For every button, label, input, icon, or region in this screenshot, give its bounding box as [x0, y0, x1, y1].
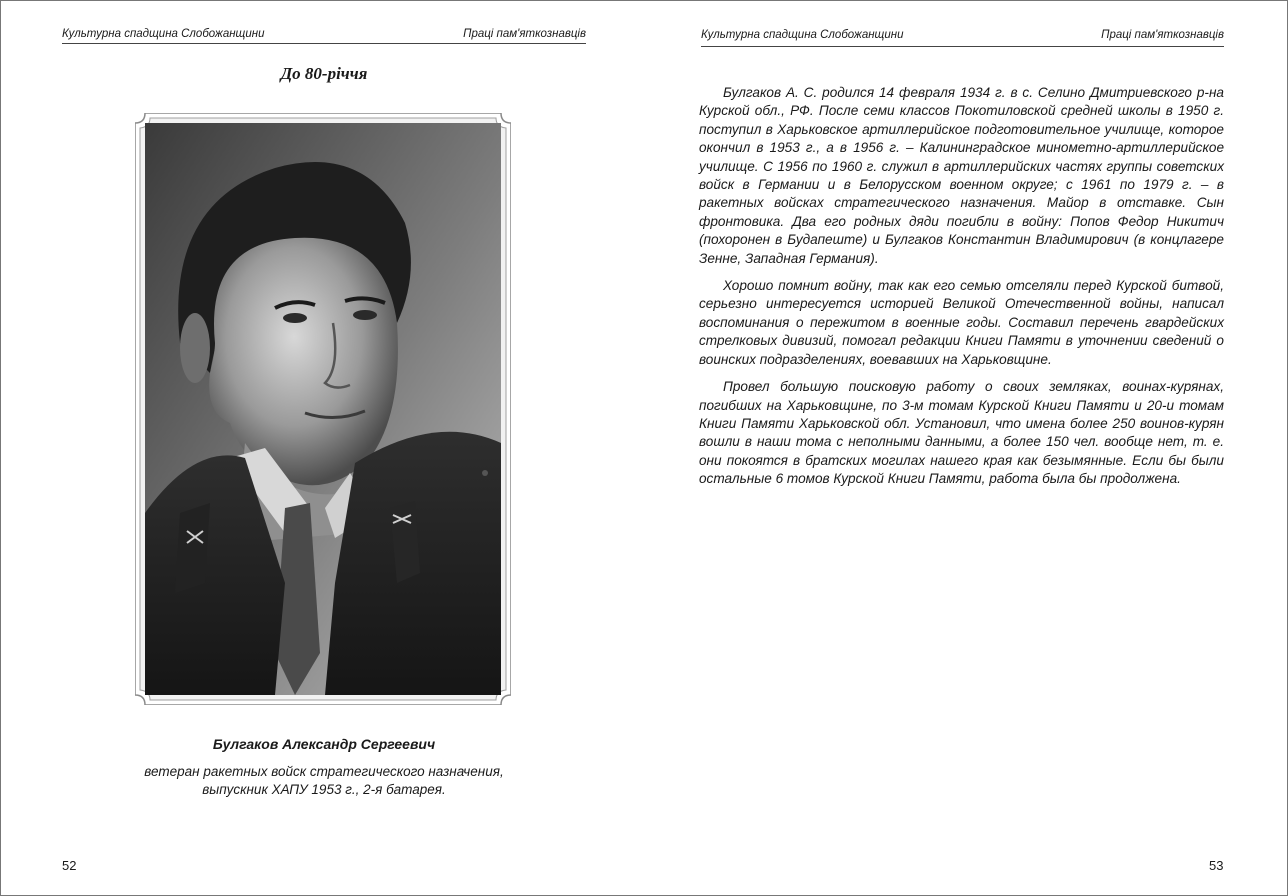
- left-page-header: [62, 27, 586, 44]
- header-left-text: Культурна спадщина Слобожанщини: [62, 28, 265, 40]
- caption-line: ветеран ракетных войск стратегического назначения,: [144, 764, 504, 779]
- section-title: До 80-річчя: [280, 64, 368, 83]
- portrait-photo: [135, 113, 511, 705]
- header-right-text: Праці пам'яткознавців: [463, 28, 586, 40]
- biography-text: [699, 84, 1224, 498]
- paragraph: Провел большую поисковую работу о своих земляках, воинах-курянах, погибших на Харьковщине, по 3-м томам Курской Книги Памяти и 20-и томам Книги Памяти Харьковской обл. Установил, что имена более 250 воинов-курян вошли в наши тома с неполными данными, а более 150 чел. вообще нет, т. е. они покоятся в братских могилах нашего края как безымянные. Если бы были остальные 6 томов Курской Книги Памяти, работа была бы продолжена.: [699, 379, 1224, 487]
- page-number-left: 52: [62, 858, 77, 873]
- paragraph: Хорошо помнит войну, так как его семью отселяли перед Курской битвой, серьезно интересуется историей Великой Отечественной войны, написал воспоминания о пережитом в военные годы. Составил перечень гвардейских стрелковых дивизий, помогал редакции Книги Памяти в уточнении сведений о воинских подразделениях, воевавших на Харьковщине.: [699, 278, 1224, 367]
- header-left-text: Культурна спадщина Слобожанщини: [701, 29, 904, 41]
- photo-caption-name: Булгаков Александр Сергеевич: [212, 736, 436, 752]
- right-page-header: [701, 28, 1224, 47]
- caption-line: выпускник ХАПУ 1953 г., 2-я батарея.: [202, 782, 446, 797]
- page-number-right: 53: [1209, 858, 1224, 873]
- header-right-text: Праці пам'яткознавців: [1101, 29, 1224, 41]
- portrait-image: [135, 113, 511, 705]
- paragraph: Булгаков А. С. родился 14 февраля 1934 г. в с. Селино Дмитриевского р-на Курской обл., РФ. После семи классов Покотиловской средней школы в 1950 г. поступил в Харьковское артиллерийское подготовительное училище, которое окончил в 1953 г., а в 1956 г. – Калининградское минометно-артиллерийское училище. С 1956 по 1960 г. служил в артиллерийских частях группы советских войск в Германии и в Белорусском военном округе; с 1961 по 1979 г. – в ракетных войсках стратегического назначения. Майор в отставке. Сын фронтовика. Два его родных дяди погибли в войну: Попов Федор Никитич (похоронен в Будапеште) и Булгаков Константин Владимирович (в концлагере Зенне, Западная Германия).: [699, 85, 1224, 266]
- photo-caption-description: [62, 763, 586, 799]
